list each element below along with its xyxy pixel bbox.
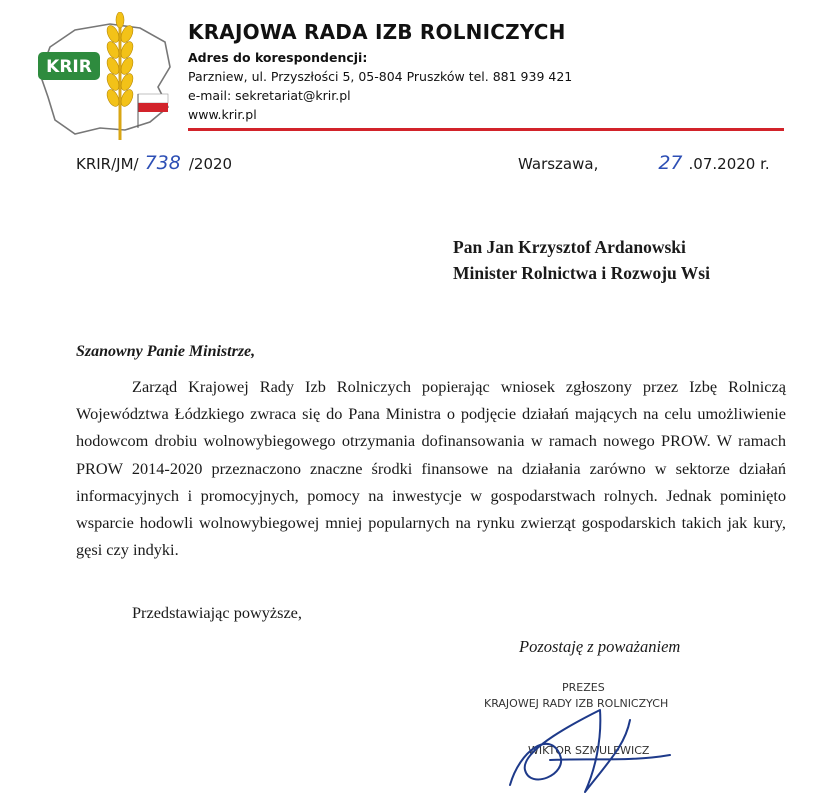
- logo-text: KRIR: [46, 57, 92, 77]
- address: Parzniew, ul. Przyszłości 5, 05-804 Pruszków tel. 881 939 421: [188, 69, 573, 84]
- date-rest: .07.2020 r.: [688, 155, 770, 173]
- place-date: [518, 152, 770, 174]
- letterhead-divider: [188, 128, 784, 131]
- stamp-organization: KRAJOWEJ RADY IZB ROLNICZYCH: [484, 697, 669, 710]
- recipient-title: Minister Rolnictwa i Rozwoju Wsi: [453, 263, 710, 283]
- handwritten-day: 27: [658, 152, 683, 174]
- reference-prefix: KRIR/JM/: [76, 155, 139, 173]
- email: e-mail: sekretariat@krir.pl: [188, 88, 351, 103]
- regards: Pozostaję z poważaniem: [519, 637, 681, 656]
- place: Warszawa,: [518, 155, 599, 173]
- stamp-name: WIKTOR SZMULEWICZ: [528, 744, 650, 757]
- org-name: KRAJOWA RADA IZB ROLNICZYCH: [188, 20, 566, 44]
- stamp-role: PREZES: [562, 681, 605, 694]
- salutation: Szanowny Panie Ministrze,: [76, 343, 256, 360]
- krir-logo: [30, 12, 180, 142]
- reference-handwritten-number: 738: [144, 152, 181, 174]
- address-label: Adres do korespondencji:: [188, 50, 368, 65]
- website: www.krir.pl: [188, 107, 257, 122]
- signature: [490, 700, 710, 800]
- reference-number: [76, 152, 232, 174]
- recipient-name: Pan Jan Krzysztof Ardanowski: [453, 237, 686, 257]
- reference-suffix: /2020: [188, 155, 233, 173]
- body-paragraph: Zarząd Krajowej Rady Izb Rolniczych popierając wniosek zgłoszony przez Izbę Rolniczą Województwa Łódzkiego zwraca się do Pana Ministra o podjęcie działań mających na celu umożliwienie hodowcom drobiu wolnowybiegowego otrzymania dofinansowania w ramach nowego PROW. W ramach PROW 2014-2020 przeznaczono znaczne środki finansowe na działania zarówno w sektorze działań informacyjnych i promocyjnych, pomocy na inwestycje w gospodarstwach rolnych. Jednak pominięto wsparcie hodowli wolnowybiegowej mniej popularnych na rynku zwierząt gospodarskich takich jak kury, gęsi czy indyki.: [76, 377, 786, 560]
- closing-paragraph: Przedstawiając powyższe,: [132, 603, 302, 622]
